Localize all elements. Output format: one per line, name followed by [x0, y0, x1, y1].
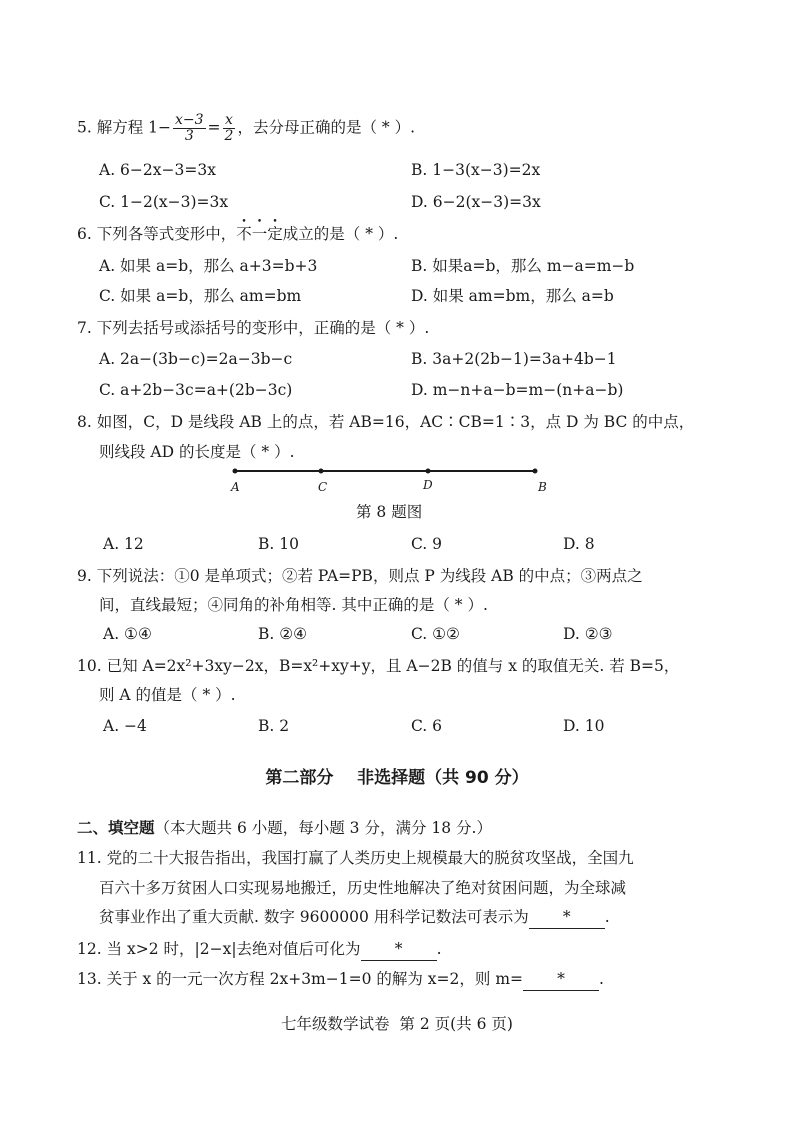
q6-emphasis-1: 不 — [236, 225, 252, 243]
q6-option-c: C. 如果 a=b，那么 am=bm — [99, 287, 302, 305]
q13-text: 13. 关于 x 的一元一次方程 2x+3m−1=0 的解为 x=2，则 m= — [77, 970, 524, 988]
q8-figure-caption: 第 8 题图 — [356, 503, 423, 521]
q5-frac2-denominator: 2 — [224, 128, 234, 144]
question-5-stem — [77, 113, 415, 144]
q8-label-a: A — [231, 480, 240, 494]
q8-option-c: C. 9 — [411, 535, 443, 553]
q9-option-b: B. ②④ — [258, 625, 308, 643]
q6-option-b: B. 如果a=b，那么 m−a=m−b — [411, 257, 635, 275]
question-13 — [77, 968, 604, 991]
q7-option-a: A. 2a−(3b−c)=2a−3b−c — [99, 350, 293, 368]
q5-equals: = — [207, 118, 221, 137]
question-11-line1: 11. 党的二十大报告指出，我国打赢了人类历史上规模最大的脱贫攻坚战，全国九 — [77, 849, 634, 867]
q13-answer-blank[interactable]: * — [523, 968, 599, 991]
question-9-stem-line2: 间，直线最短；④同角的补角相等. 其中正确的是（ * ）. — [99, 596, 488, 614]
page-footer: 七年级数学试卷 第 2 页(共 6 页) — [281, 1015, 513, 1033]
q10-option-c: C. 6 — [411, 717, 443, 735]
q8-option-b: B. 10 — [258, 535, 299, 553]
q12-text: 12. 当 x>2 时，|2−x|去绝对值后可化为 — [77, 940, 361, 958]
q5-frac1-denominator: 3 — [184, 128, 194, 144]
q8-option-a: A. 12 — [103, 535, 144, 553]
q6-stem-post: 成立的是（ * ）. — [282, 225, 399, 243]
q8-option-d: D. 8 — [563, 535, 595, 553]
q5-option-c: C. 1−2(x−3)=3x — [99, 193, 229, 211]
fill-in-section-heading — [77, 817, 492, 839]
q8-point-b-dot — [533, 469, 538, 474]
part-2-title-text: 第二部分 非选择题 — [265, 768, 426, 788]
q10-option-b: B. 2 — [258, 717, 290, 735]
q10-option-d: D. 10 — [563, 717, 605, 735]
fill-in-heading-label: 二、填空题 — [77, 819, 155, 837]
q11-line3-end: . — [604, 908, 610, 926]
q9-option-c: C. ①② — [411, 625, 460, 643]
q10-option-a: A. −4 — [103, 717, 147, 735]
q5-fraction-2 — [223, 113, 236, 144]
question-8-stem-line2: 则线段 AD 的长度是（ * ）. — [99, 443, 295, 461]
q8-point-d-dot — [426, 469, 431, 474]
fill-in-heading-desc: （本大题共 6 小题，每小题 3 分，满分 18 分.） — [154, 819, 492, 837]
q7-option-d: D. m−n+a−b=m−(n+a−b) — [411, 381, 624, 399]
q5-frac2-numerator: x — [223, 113, 236, 129]
q5-stem-pre: 5. 解方程 1− — [77, 118, 171, 137]
question-11-line2: 百六十多万贫困人口实现易地搬迁，历史性地解决了绝对贫困问题，为全球减 — [99, 879, 627, 897]
q8-point-c-dot — [319, 469, 324, 474]
q9-option-a: A. ①④ — [103, 625, 152, 643]
q8-label-d: D — [423, 478, 433, 492]
question-7-stem: 7. 下列去括号或添括号的变形中，正确的是（ * ）. — [77, 319, 430, 337]
q7-option-b: B. 3a+2(2b−1)=3a+4b−1 — [411, 350, 617, 368]
q5-stem-post: ，去分母正确的是（ * ）. — [237, 118, 416, 137]
q8-point-a-dot — [233, 469, 238, 474]
q5-fraction-1 — [173, 113, 206, 144]
q12-answer-blank[interactable]: * — [361, 938, 437, 961]
question-6-stem — [77, 223, 398, 245]
question-8-stem-line1: 8. 如图，C，D 是线段 AB 上的点，若 AB=16，AC∶CB=1∶3，点 D 为 BC 的中点， — [77, 413, 695, 431]
question-10-stem-line2: 则 A 的值是（ * ）. — [99, 686, 236, 704]
part-2-title — [0, 763, 794, 788]
part-2-score: （共 90 分） — [425, 768, 529, 788]
q6-stem-pre: 6. 下列各等式变形中， — [77, 225, 237, 243]
q11-line3-text: 贫事业作出了重大贡献. 数字 9600000 用科学记数法可表示为 — [99, 908, 529, 926]
q8-label-b: B — [538, 480, 547, 494]
q7-option-c: C. a+2b−3c=a+(2b−3c) — [99, 381, 293, 399]
q13-end: . — [599, 970, 604, 988]
q8-label-c: C — [318, 480, 328, 494]
q6-option-a: A. 如果 a=b，那么 a+3=b+3 — [99, 257, 318, 275]
q5-option-a: A. 6−2x−3=3x — [99, 161, 216, 179]
q6-option-d: D. 如果 am=bm，那么 a=b — [411, 287, 614, 305]
q5-option-b: B. 1−3(x−3)=2x — [411, 161, 541, 179]
q6-emphasis-3: 定 — [267, 225, 283, 243]
question-11-line3 — [99, 906, 610, 929]
question-12 — [77, 938, 442, 961]
q12-end: . — [436, 940, 442, 958]
q5-frac1-numerator: x−3 — [175, 112, 204, 128]
question-9-stem-line1: 9. 下列说法：①0 是单项式；②若 PA=PB，则点 P 为线段 AB 的中点；③两点之 — [77, 567, 643, 585]
q8-line-segment-figure — [225, 460, 555, 496]
q5-option-d: D. 6−2(x−3)=3x — [411, 193, 541, 211]
q9-option-d: D. ②③ — [563, 625, 613, 643]
question-10-stem-line1: 10. 已知 A=2x²+3xy−2x，B=x²+xy+y，且 A−2B 的值与 x 的取值无关. 若 B=5， — [77, 657, 680, 675]
q11-answer-blank[interactable]: * — [529, 906, 605, 929]
q6-emphasis-2: 一 — [251, 225, 268, 243]
